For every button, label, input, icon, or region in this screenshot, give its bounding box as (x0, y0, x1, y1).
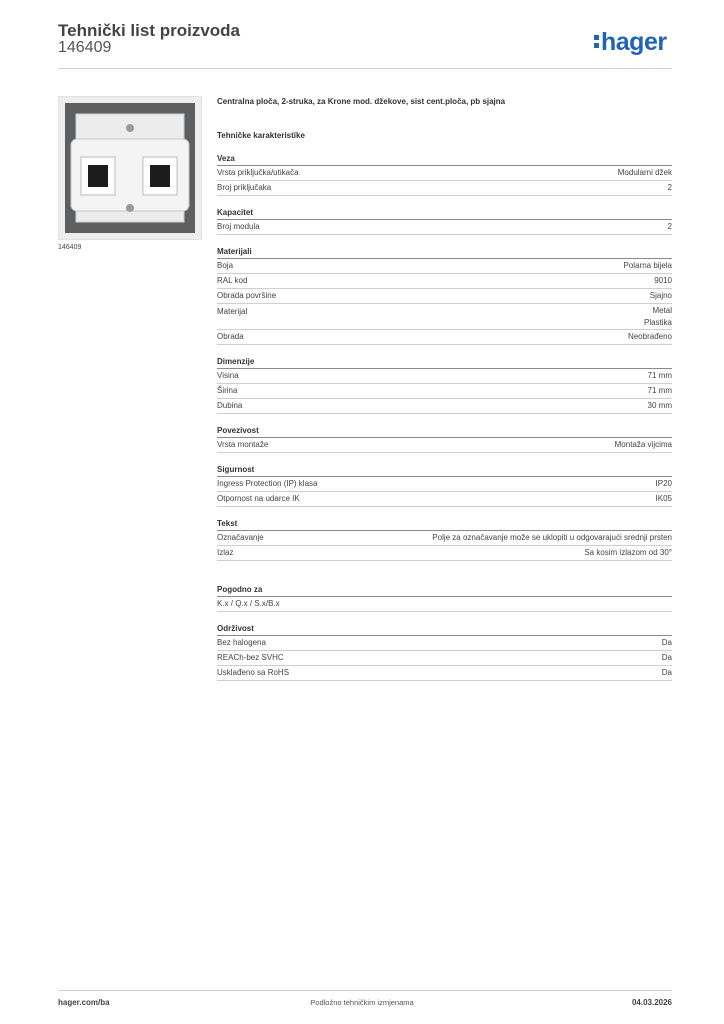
product-image (58, 96, 202, 240)
spec-row (217, 220, 672, 235)
spec-value: Da (661, 668, 672, 677)
spec-row (217, 369, 672, 384)
spec-key: Materijal (217, 307, 248, 316)
spec-value: 71 mm (647, 371, 672, 380)
spec-value: Polarna bijela (623, 261, 672, 270)
product-code: 146409 (58, 39, 112, 56)
spec-key: Obrada površine (217, 291, 277, 300)
section-dimenzije (217, 356, 672, 414)
section-pogodno-za (217, 584, 672, 612)
section-title: Sigurnost (217, 464, 672, 477)
section-tekst (217, 518, 672, 561)
hager-logo (594, 28, 667, 57)
header-divider (58, 68, 672, 69)
section-title: Povezivost (217, 425, 672, 438)
section-veza (217, 153, 672, 196)
spec-key: Otpornost na udarce IK (217, 494, 300, 503)
spec-value: Metal (652, 306, 672, 315)
section-title: Dimenzije (217, 356, 672, 369)
spec-value: 30 mm (647, 401, 672, 410)
spec-key: Broj priključaka (217, 183, 272, 192)
cover-plate-image (59, 97, 201, 239)
spec-value: 2 (667, 222, 672, 231)
spec-value: 9010 (654, 276, 672, 285)
spec-row (217, 274, 672, 289)
spec-key: Širina (217, 386, 238, 395)
footer-divider (58, 990, 672, 991)
spec-row (217, 477, 672, 492)
spec-row (217, 666, 672, 681)
section-povezivost (217, 425, 672, 453)
section-title: Održivost (217, 623, 672, 636)
image-caption: 146409 (58, 244, 82, 251)
section-kapacitet (217, 207, 672, 235)
spec-value: Neobrađeno (627, 332, 672, 341)
spec-key: Izlaz (217, 548, 234, 557)
spec-key: Obrada (217, 332, 244, 341)
section-title: Materijali (217, 246, 672, 259)
spec-value: Sa kosim izlazom od 30° (584, 548, 672, 557)
page-title: Tehnički list proizvoda (58, 21, 240, 40)
section-materijali (217, 246, 672, 345)
spec-value: 71 mm (647, 386, 672, 395)
spec-key: Ingress Protection (IP) klasa (217, 479, 318, 488)
spec-key: RAL kod (217, 276, 248, 285)
section-title: Pogodno za (217, 584, 672, 597)
spec-key: Vrsta montaže (217, 440, 269, 449)
spec-value: Sjajno (649, 291, 672, 300)
section-odrzivost (217, 623, 672, 681)
spec-value: Da (661, 638, 672, 647)
spec-value: Modularni džek (617, 168, 672, 177)
spec-value: 2 (667, 183, 672, 192)
spec-key: Bez halogena (217, 638, 266, 647)
spec-key: K.x / Q.x / S.x/B.x (217, 599, 280, 608)
footer-website-link[interactable]: hager.com/ba (58, 998, 110, 1007)
spec-row (217, 304, 672, 330)
spec-row (217, 289, 672, 304)
spec-value: Da (661, 653, 672, 662)
spec-row (217, 597, 672, 612)
spec-value: Montaža vijcima (614, 440, 672, 449)
footer-notice: Podložno tehničkim izmjenama (310, 998, 414, 1007)
section-title: Tekst (217, 518, 672, 531)
spec-value: IK05 (655, 494, 672, 503)
spec-row (217, 651, 672, 666)
section-sigurnost (217, 464, 672, 507)
spec-key: Usklađeno sa RoHS (217, 668, 290, 677)
spec-value: Polje za označavanje može se uklopiti u odgovarajući srednji prsten (432, 533, 672, 542)
spec-row (217, 438, 672, 453)
logo-text: hager (601, 28, 667, 56)
section-title: Veza (217, 153, 672, 166)
spec-key: Visina (217, 371, 239, 380)
product-description: Centralna ploča, 2-struka, za Krone mod. džekove, sist cent.ploča, pb sjajna (217, 97, 506, 106)
spec-key: Označavanje (217, 533, 264, 542)
spec-row (217, 166, 672, 181)
spec-row (217, 531, 672, 546)
spec-key: Broj modula (217, 222, 260, 231)
spec-value-list (644, 305, 672, 329)
section-title: Kapacitet (217, 207, 672, 220)
footer-date: 04.03.2026 (631, 998, 672, 1007)
spec-key: REACh-bez SVHC (217, 653, 284, 662)
spec-key: Vrsta priključka/utikača (217, 168, 299, 177)
spec-row (217, 492, 672, 507)
spec-row (217, 546, 672, 561)
spec-row (217, 636, 672, 651)
spec-value: IP20 (655, 479, 672, 488)
spec-row (217, 384, 672, 399)
spec-key: Boja (217, 261, 234, 270)
logo-dots-icon (594, 32, 599, 51)
tech-heading: Tehničke karakteristike (217, 131, 305, 140)
spec-row (217, 330, 672, 345)
spec-key: Dubina (217, 401, 243, 410)
specifications (217, 96, 672, 681)
spec-row (217, 399, 672, 414)
spec-row (217, 259, 672, 274)
spec-value: Plastika (643, 318, 672, 327)
spec-row (217, 181, 672, 196)
